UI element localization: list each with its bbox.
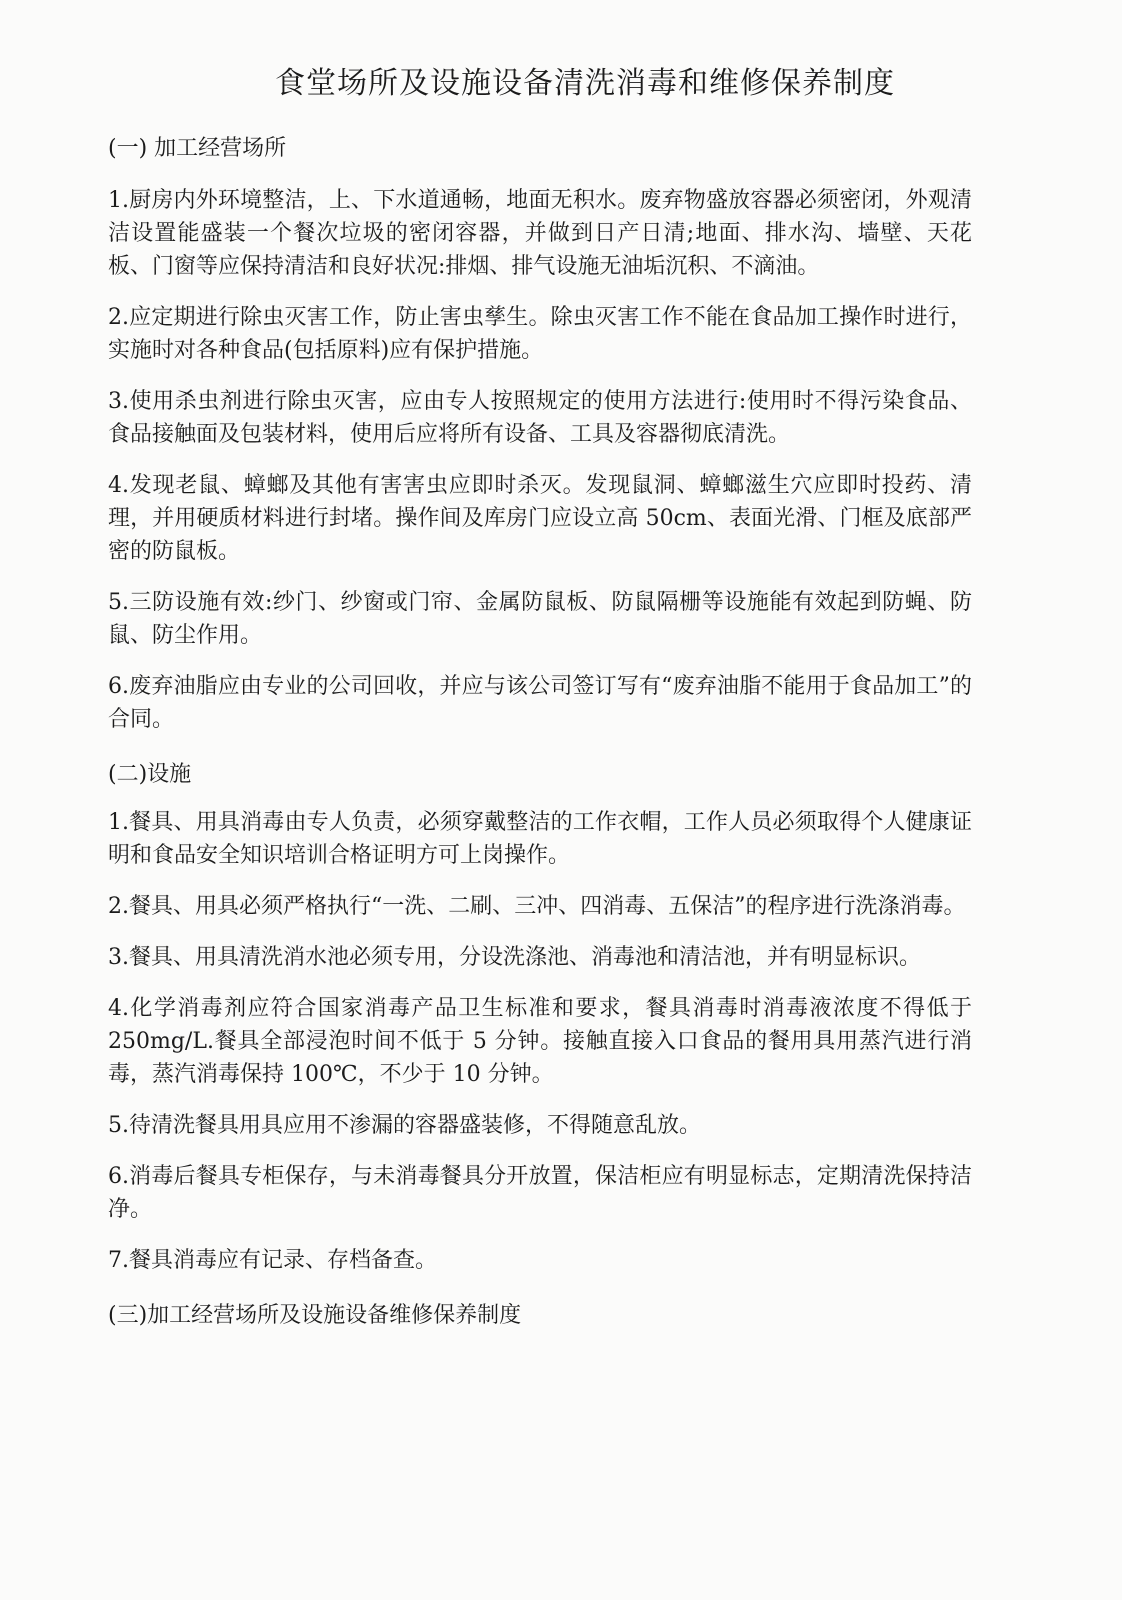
- paragraph: 6.消毒后餐具专柜保存，与未消毒餐具分开放置，保洁柜应有明显标志，定期清洗保持洁净。: [108, 1164, 972, 1222]
- paragraph: 7.餐具消毒应有记录、存档备查。: [108, 1248, 437, 1273]
- paragraph: 6.废弃油脂应由专业的公司回收，并应与该公司签订写有“废弃油脂不能用于食品加工”的合同。: [108, 674, 972, 732]
- paragraph: 3.餐具、用具清洗消水池必须专用，分设洗涤池、消毒池和清洁池，并有明显标识。: [108, 945, 921, 970]
- paragraph: 4.发现老鼠、蟑螂及其他有害害虫应即时杀灭。发现鼠洞、蟑螂滋生穴应即时投药、清理，并用硬质材料进行封堵。操作间及库房门应设立高 50cm、表面光滑、门框及底部严密的防鼠板。: [108, 473, 972, 564]
- paragraph: 1.餐具、用具消毒由专人负责，必须穿戴整洁的工作衣帽，工作人员必须取得个人健康证明和食品安全知识培训合格证明方可上岗操作。: [108, 810, 972, 868]
- paragraph: 5.三防设施有效:纱门、纱窗或门帘、金属防鼠板、防鼠隔栅等设施能有效起到防蝇、防鼠、防尘作用。: [108, 590, 972, 648]
- paragraph: 2.餐具、用具必须严格执行“一洗、二刷、三冲、四消毒、五保洁”的程序进行洗涤消毒。: [108, 894, 966, 919]
- section-heading-2: (二)设施: [108, 762, 192, 787]
- document-title: 食堂场所及设施设备清洗消毒和维修保养制度: [275, 66, 895, 101]
- paragraph: 3.使用杀虫剂进行除虫灭害，应由专人按照规定的使用方法进行:使用时不得污染食品、食品接触面及包装材料，使用后应将所有设备、工具及容器彻底清洗。: [108, 389, 972, 447]
- section-heading-1: (一) 加工经营场所: [108, 136, 287, 161]
- paragraph: 5.待清洗餐具用具应用不渗漏的容器盛装修，不得随意乱放。: [108, 1113, 701, 1138]
- paragraph: 4.化学消毒剂应符合国家消毒产品卫生标准和要求，餐具消毒时消毒液浓度不得低于 250mg/L.餐具全部浸泡时间不低于 5 分钟。接触直接入口食品的餐用具用蒸汽进行消毒，蒸汽消毒保持 100℃，不少于 10 分钟。: [108, 996, 972, 1087]
- section-heading-3: (三)加工经营场所及设施设备维修保养制度: [108, 1303, 522, 1328]
- paragraph: 2.应定期进行除虫灭害工作，防止害虫孳生。除虫灭害工作不能在食品加工操作时进行，实施时对各种食品(包括原料)应有保护措施。: [108, 305, 972, 363]
- paragraph: 1.厨房内外环境整洁，上、下水道通畅，地面无积水。废弃物盛放容器必须密闭，外观清洁设置能盛装一个餐次垃圾的密闭容器，并做到日产日清;地面、排水沟、墙壁、天花板、门窗等应保持清洁和良好状况:排烟、排气设施无油垢沉积、不滴油。: [108, 188, 972, 279]
